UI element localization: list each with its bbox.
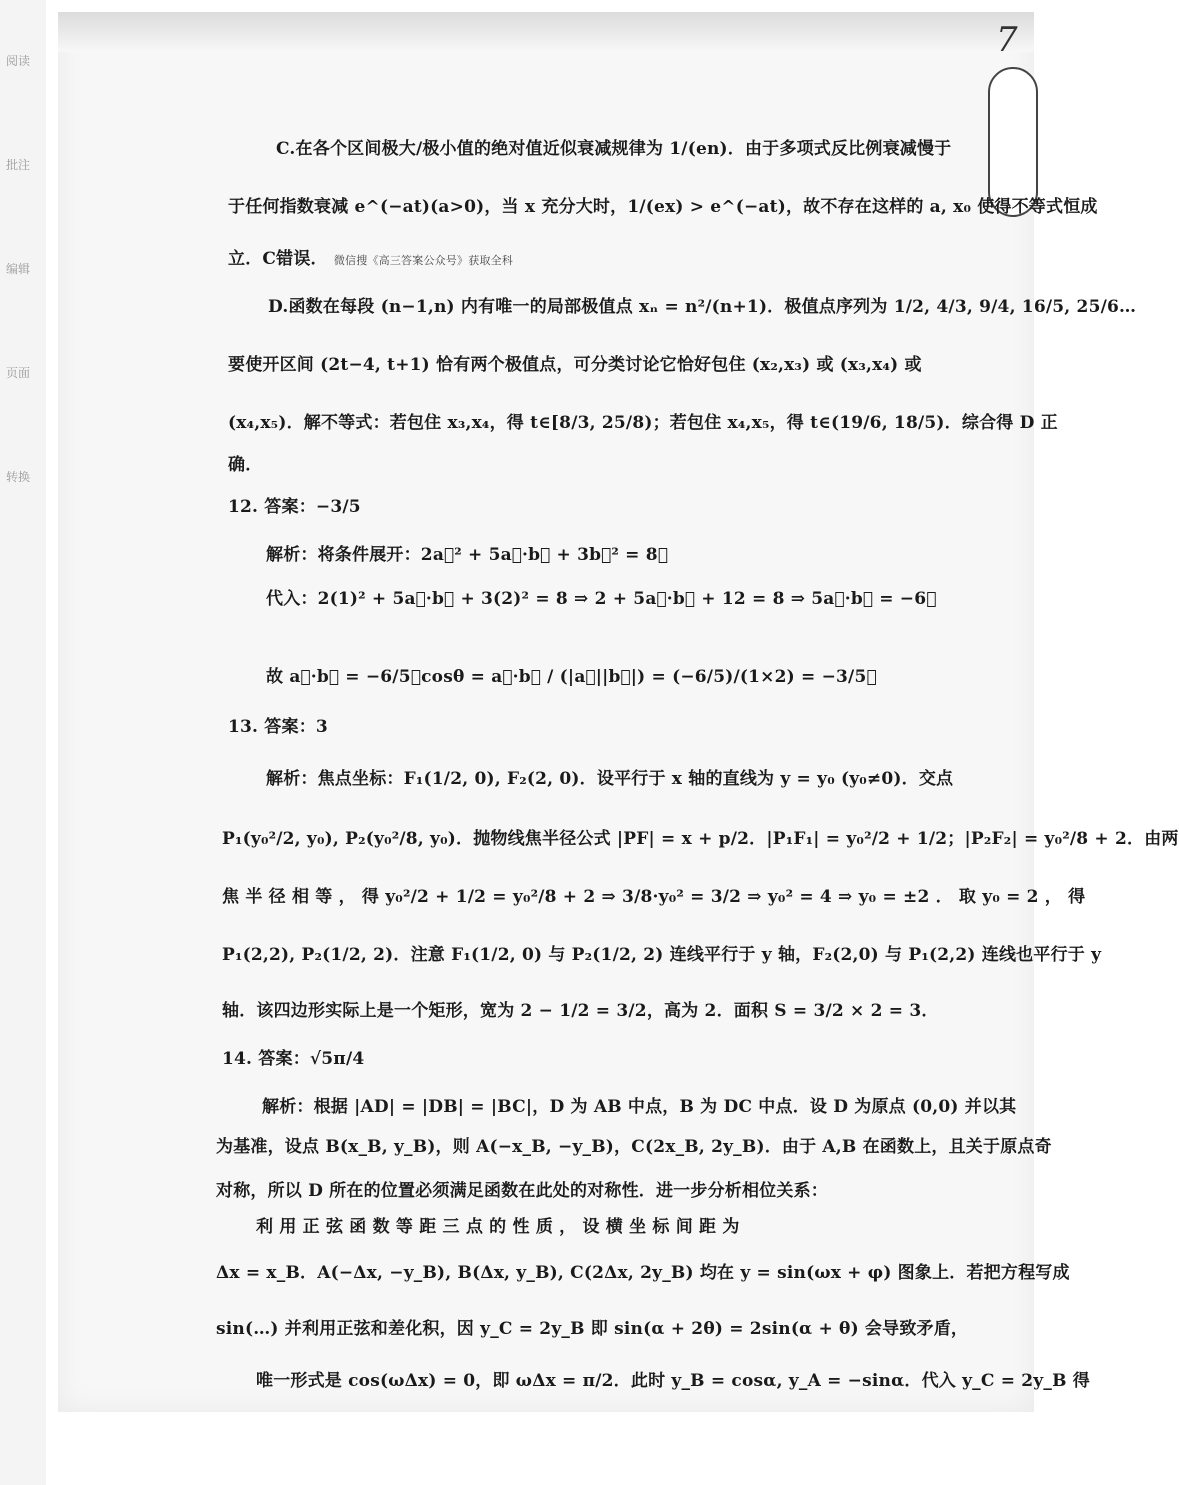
text-line: 解析：焦点坐标：F₁(1/2, 0), F₂(2, 0)．设平行于 x 轴的直线为 y = y₀ (y₀≠0)．交点 [266,769,954,789]
text-line: P₁(y₀²/2, y₀), P₂(y₀²/8, y₀)．抛物线焦半径公式 |PF| = x + p/2．|P₁F₁| = y₀²/2 + 1/2；|P₂F₂| = y₀²/8 + 2．由两 [222,829,1179,849]
sidebar-item-read[interactable] [6,52,46,74]
text-line: sin(…) 并利用正弦和差化积，因 y_C = 2y_B 即 sin(α + 2θ) = 2sin(α + θ) 会导致矛盾， [216,1319,969,1339]
handwritten-page-mark: 7 [996,20,1018,60]
text-line: 为基准，设点 B(x_B, y_B)，则 A(−x_B, −y_B)，C(2x_B, 2y_B)．由于 A,B 在函数上，且关于原点奇 [216,1137,1052,1157]
sidebar-item-page[interactable] [6,364,46,386]
text-line: 要使开区间 (2t−4, t+1) 恰有两个极值点，可分类讨论它恰好包住 (x₂,x₃) 或 (x₃,x₄) 或 [228,355,922,375]
page-text [216,12,1179,1412]
text-line: 唯一形式是 cos(ωΔx) = 0，即 ωΔx = π/2．此时 y_B = cosα, y_A = −sinα．代入 y_C = 2y_B 得 [256,1371,1090,1391]
text-line: 12. 答案：−3/5 [228,497,361,517]
text-line: 于任何指数衰减 e^(−at)(a>0)，当 x 充分大时，1/(ex) > e^(−at)，故不存在这样的 a, x₀ 使得不等式恒成 [228,197,1098,217]
sidebar-item-label: 批注 [6,158,31,172]
sidebar-item-convert[interactable] [6,468,46,490]
text-line: Δx = x_B．A(−Δx, −y_B), B(Δx, y_B), C(2Δx, 2y_B) 均在 y = sin(ωx + φ) 图象上．若把方程写成 [216,1263,1070,1283]
page-bottom-margin [46,1412,1080,1485]
text-line: 代入：2(1)² + 5a⃗·b⃗ + 3(2)² = 8 ⇒ 2 + 5a⃗·b⃗ + 12 = 8 ⇒ 5a⃗·b⃗ = −6． [266,589,937,609]
text-line: P₁(2,2), P₂(1/2, 2)．注意 F₁(1/2, 0) 与 P₂(1/2, 2) 连线平行于 y 轴，F₂(2,0) 与 P₁(2,2) 连线也平行于 y [222,945,1102,965]
sidebar-item-label: 阅读 [6,54,31,68]
sidebar-item-edit[interactable] [6,260,46,282]
text-line: C.在各个区间极大/极小值的绝对值近似衰减规律为 1/(en)．由于多项式反比例衰减慢于 [276,139,952,159]
watermark-note: 微信搜《高三答案公众号》获取全科 [333,254,514,267]
sidebar-item-label: 编辑 [6,262,31,276]
text-line: 解析：将条件展开：2a⃗² + 5a⃗·b⃗ + 3b⃗² = 8． [266,545,669,565]
text-line: 轴．该四边形实际上是一个矩形，宽为 2 − 1/2 = 3/2，高为 2．面积 S = 3/2 × 2 = 3． [222,1001,939,1021]
text-line: 对称，所以 D 所在的位置必须满足函数在此处的对称性．进一步分析相位关系： [216,1181,828,1201]
scanned-page [58,12,1179,1412]
sidebar-item-label: 转换 [6,470,31,484]
text-line: 解析：根据 |AD| = |DB| = |BC|，D 为 AB 中点，B 为 DC 中点．设 D 为原点 (0,0) 并以其 [262,1097,1017,1117]
text-line: D.函数在每段 (n−1,n) 内有唯一的局部极值点 xₙ = n²/(n+1)．极值点序列为 1/2, 4/3, 9/4, 16/5, 25/6… [268,297,1137,317]
sidebar-item-label: 页面 [6,366,31,380]
text-line: 焦 半 径 相 等 ， 得 y₀²/2 + 1/2 = y₀²/8 + 2 ⇒ 3/8·y₀² = 3/2 ⇒ y₀² = 4 ⇒ y₀ = ±2 ． 取 y₀ = 2 ， 得 [222,887,1086,907]
sidebar-item-annotate[interactable] [6,156,46,178]
text-line: 利 用 正 弦 函 数 等 距 三 点 的 性 质 ， 设 横 坐 标 间 距 为 [256,1217,740,1237]
text-line: 确． [228,455,263,475]
text-line [228,244,513,269]
text-line: 14. 答案：√5π/4 [222,1049,365,1069]
text-line: 13. 答案：3 [228,717,328,737]
text-segment: 立．C错误． [228,249,328,269]
text-line: 故 a⃗·b⃗ = −6/5．cosθ = a⃗·b⃗ / (|a⃗||b⃗|) = (−6/5)/(1×2) = −3/5． [266,667,877,687]
text-line: (x₄,x₅)．解不等式：若包住 x₃,x₄，得 t∈[8/3, 25/8)；若包住 x₄,x₅，得 t∈(19/6, 18/5)．综合得 D 正 [228,413,1058,433]
left-toolbar [0,0,46,1485]
